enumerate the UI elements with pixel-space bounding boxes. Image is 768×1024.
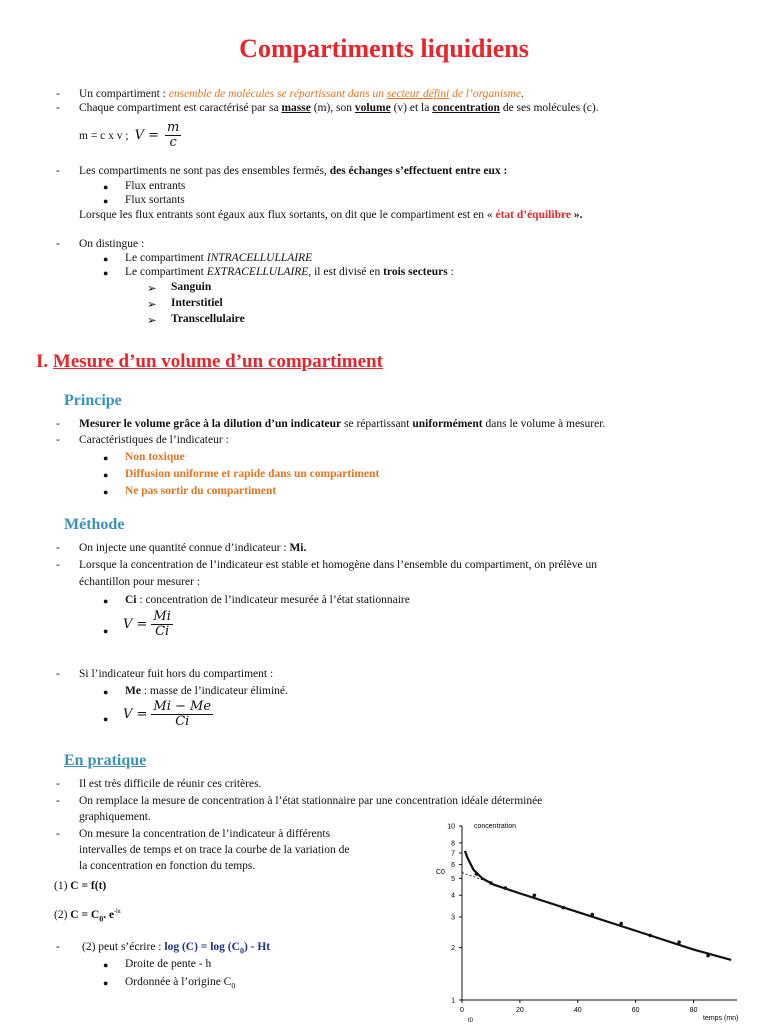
bullet-dot: ● xyxy=(103,470,109,480)
formula-mcv: m = c x v ; xyxy=(79,129,129,142)
chart-y-tick-label: 7 xyxy=(451,850,455,858)
text: , il est divisé en xyxy=(308,266,384,278)
formula-v-label: V = xyxy=(134,128,160,143)
dash-marker: - xyxy=(56,542,60,554)
list-item: Flux sortants xyxy=(125,194,185,206)
text-bold: uniformément xyxy=(412,418,483,430)
chart-y-tick-label: 1 xyxy=(451,997,455,1005)
dash-marker: - xyxy=(56,778,60,790)
text: (v) et la xyxy=(390,102,433,114)
bullet-dot: ● xyxy=(103,626,109,636)
subscript: 0 xyxy=(99,914,104,924)
chart-curve-line xyxy=(465,851,731,960)
subheading-principe: Principe xyxy=(64,392,122,409)
text-navy: log (C) = log (C xyxy=(164,941,240,953)
term-concentration: concentration xyxy=(432,102,500,114)
text-bold: trois secteurs xyxy=(383,266,448,278)
bullet-dot: ● xyxy=(103,196,109,206)
pratique-line: Il est très difficile de réunir ces critères. xyxy=(79,778,262,790)
chart-data-point xyxy=(504,886,508,890)
dash-marker: - xyxy=(56,559,60,571)
bullet-dot: ● xyxy=(103,596,109,606)
subheading-methode: Méthode xyxy=(64,516,125,533)
bullet-dot: ● xyxy=(103,487,109,497)
list-item: Flux entrants xyxy=(125,180,186,192)
chart-t0-label: t0 xyxy=(468,1018,474,1024)
chart-x-tick-label: 60 xyxy=(631,1007,640,1014)
pratique-line: On mesure la concentration de l’indicateur à différents xyxy=(79,828,331,840)
text: : masse de l’indicateur éliminé. xyxy=(140,685,288,697)
chart-y-tick-label: 6 xyxy=(451,862,455,870)
bullet-dot: ● xyxy=(103,687,109,697)
dash-marker: - xyxy=(56,418,60,430)
formula-den: c xyxy=(169,135,177,150)
text: Lorsque les flux entrants sont égaux aux flux sortants, on dit que le compartiment est en « xyxy=(79,209,496,221)
list-item xyxy=(125,252,312,264)
text: Ordonnée à l’origine C xyxy=(125,976,232,988)
dash-marker: - xyxy=(56,165,60,177)
chart-data-point xyxy=(677,940,681,944)
text: Les compartiments ne sont pas des ensembles fermés, xyxy=(79,165,330,177)
page-title: Compartiments liquidiens xyxy=(239,34,529,63)
text-bold: Mesurer le volume grâce à la dilution d’un indicateur xyxy=(79,418,342,430)
dash-marker: - xyxy=(56,88,60,100)
dash-marker: - xyxy=(56,828,60,840)
chart-data-point xyxy=(533,893,537,897)
distinguish-head: On distingue : xyxy=(79,238,145,250)
list-item xyxy=(125,594,410,606)
bullet-dot: ● xyxy=(103,254,109,264)
term-volume: volume xyxy=(354,102,391,114)
intro-item-compartiment xyxy=(79,88,524,100)
pratique-line: intervalles de temps et on trace la courbe de la variation de xyxy=(79,844,350,856)
text: se répartissant xyxy=(341,418,413,430)
chart-y-tick-label: 3 xyxy=(451,914,455,922)
text: dans le volume à mesurer. xyxy=(482,418,606,430)
list-item xyxy=(125,266,454,278)
list-item: Droite de pente - h xyxy=(125,958,212,970)
text: (2) peut s’écrire : xyxy=(82,941,165,953)
section-number: I. xyxy=(36,351,53,372)
text-bold: C = C xyxy=(70,909,100,921)
chart-x-tick-label: 0 xyxy=(460,1007,464,1014)
text-bold: Ci xyxy=(125,594,137,606)
pratique-line: On remplace la mesure de concentration à l’état stationnaire par une concentration idéale déterminée xyxy=(79,795,543,807)
chart-x-ticks xyxy=(460,1000,698,1014)
equilibrium-line xyxy=(79,209,582,221)
list-item: Ne pas sortir du compartiment xyxy=(125,485,277,497)
intro-item1-def: ensemble de molécules se répartissant dans un xyxy=(168,88,387,100)
sub-item: Transcellulaire xyxy=(171,313,245,325)
chart-data-point xyxy=(590,913,594,917)
formula-volume xyxy=(79,121,181,150)
intro-item1-org: de l’organisme xyxy=(449,88,521,100)
section-title: Mesure d’un volume d’un compartiment xyxy=(52,351,383,372)
bullet-dot: ● xyxy=(103,978,109,988)
chart-x-tick-label: 20 xyxy=(515,1007,524,1014)
chart-title: concentration xyxy=(474,823,517,830)
chart-x-tick-label: 40 xyxy=(573,1007,582,1014)
formula-num: m xyxy=(167,120,180,135)
text: de ses molécules (c). xyxy=(499,102,599,114)
concentration-time-chart xyxy=(422,812,758,1024)
text-italic: INTRACELLULLAIRE xyxy=(206,252,313,264)
formula-den: Ci xyxy=(155,624,170,639)
methode-line: échantillon pour mesurer : xyxy=(79,576,201,588)
term-masse: masse xyxy=(281,102,311,114)
chart-data-point xyxy=(648,934,652,938)
chart-y-tick-label: 8 xyxy=(451,840,455,848)
dash-marker: - xyxy=(56,941,60,953)
arrow-bullet-icon: ➢ xyxy=(147,283,157,295)
dash-marker: - xyxy=(56,795,60,807)
chart-y-ticks xyxy=(447,824,462,1005)
text-bold: . e xyxy=(103,909,115,921)
chart-data-point xyxy=(489,881,493,885)
chart-series xyxy=(462,851,731,960)
chart-data-point xyxy=(619,922,623,926)
pratique-line: la concentration en fonction du temps. xyxy=(79,860,256,872)
chart-c0-label: C0 xyxy=(436,869,445,876)
intro-item1-end: . xyxy=(520,88,524,100)
text: (m), son xyxy=(310,102,355,114)
dash-marker: - xyxy=(56,434,60,446)
arrow-bullet-icon: ➢ xyxy=(147,315,157,327)
chart-axes xyxy=(462,826,737,1000)
sub-item: Interstitiel xyxy=(171,297,223,309)
term-etat-equilibre: état d’équilibre xyxy=(495,209,571,221)
formula-v-label: V = xyxy=(123,707,148,722)
chart-y-tick-label: 4 xyxy=(451,892,455,900)
formula-fraction xyxy=(165,121,181,150)
intro-item1-sector: secteur défini xyxy=(386,88,450,100)
pratique-line: graphiquement. xyxy=(79,811,151,823)
methode-line: Lorsque la concentration de l’indicateur est stable et homogène dans l’ensemble du compartiment, on prélève un xyxy=(79,559,597,571)
chart-x-tick-label: 80 xyxy=(689,1007,698,1014)
chart-y-tick-label: 2 xyxy=(451,945,455,953)
text-navy: - Ht xyxy=(247,941,271,953)
principe-line: Caractéristiques de l’indicateur : xyxy=(79,434,229,446)
subscript: 0 xyxy=(231,981,236,991)
sub-item: Sanguin xyxy=(171,281,212,293)
text: ». xyxy=(570,209,583,221)
dash-marker: - xyxy=(56,668,60,680)
equation-2 xyxy=(54,909,121,923)
superscript: -ht xyxy=(114,909,121,916)
list-item: Diffusion uniforme et rapide dans un compartiment xyxy=(125,468,380,480)
text: : xyxy=(447,266,454,278)
log-equation xyxy=(82,941,270,955)
bullet-dot: ● xyxy=(103,960,109,970)
equation-1 xyxy=(54,880,106,892)
chart-data-point xyxy=(562,906,566,910)
formula-v-mi-me-ci xyxy=(123,700,213,729)
text-italic: EXTRACELLULAIRE xyxy=(206,266,309,278)
text-bold: Me xyxy=(125,685,141,697)
bullet-dot: ● xyxy=(103,268,109,278)
list-item xyxy=(125,976,235,990)
text: On injecte une quantité connue d’indicateur : xyxy=(79,542,290,554)
formula-num: Mi xyxy=(153,609,171,624)
bullet-dot: ● xyxy=(103,714,109,724)
chart-y-tick-label: 10 xyxy=(447,823,455,831)
chart-data-point xyxy=(475,872,479,876)
arrow-bullet-icon: ➢ xyxy=(147,299,157,311)
formula-v-label: V = xyxy=(123,617,148,632)
bullet-dot: ● xyxy=(103,182,109,192)
bullet-dot: ● xyxy=(103,453,109,463)
text-navy: ) xyxy=(243,941,248,953)
list-item xyxy=(125,685,288,697)
text: : concentration de l’indicateur mesurée à l’état stationnaire xyxy=(136,594,410,606)
text-bold: des échanges s’effectuent entre eux : xyxy=(329,165,508,177)
formula-num: Mi − Me xyxy=(153,699,212,714)
chart-y-tick-label: 5 xyxy=(451,875,455,883)
text-bold: C = f(t) xyxy=(70,880,107,892)
exchanges-line xyxy=(79,165,507,177)
text: Le compartiment xyxy=(125,266,207,278)
chart-x-label: temps (mn) xyxy=(703,1015,739,1022)
dash-marker: - xyxy=(56,102,60,114)
subheading-en-pratique: En pratique xyxy=(64,752,147,769)
chart-data-point xyxy=(706,954,710,958)
text: Chaque compartiment est caractérisé par sa xyxy=(79,102,282,114)
formula-fraction xyxy=(151,700,213,729)
subscript: 0 xyxy=(239,946,244,956)
principe-line xyxy=(79,418,605,430)
text: (2) xyxy=(54,909,71,921)
formula-v-mi-ci xyxy=(123,610,173,639)
formula-fraction xyxy=(151,610,172,639)
text: (1) xyxy=(54,880,71,892)
formula-den: Ci xyxy=(175,714,190,729)
intro-item-caracterise xyxy=(79,102,599,114)
dash-marker: - xyxy=(56,238,60,250)
methode-line: Si l’indicateur fuit hors du compartiment : xyxy=(79,668,274,680)
methode-line xyxy=(79,542,306,554)
list-item: Non toxique xyxy=(125,451,185,463)
section-heading xyxy=(36,351,383,373)
intro-item1-prefix: Un compartiment : xyxy=(79,88,169,100)
text: Le compartiment xyxy=(125,252,207,264)
text-bold: Mi. xyxy=(289,542,307,554)
